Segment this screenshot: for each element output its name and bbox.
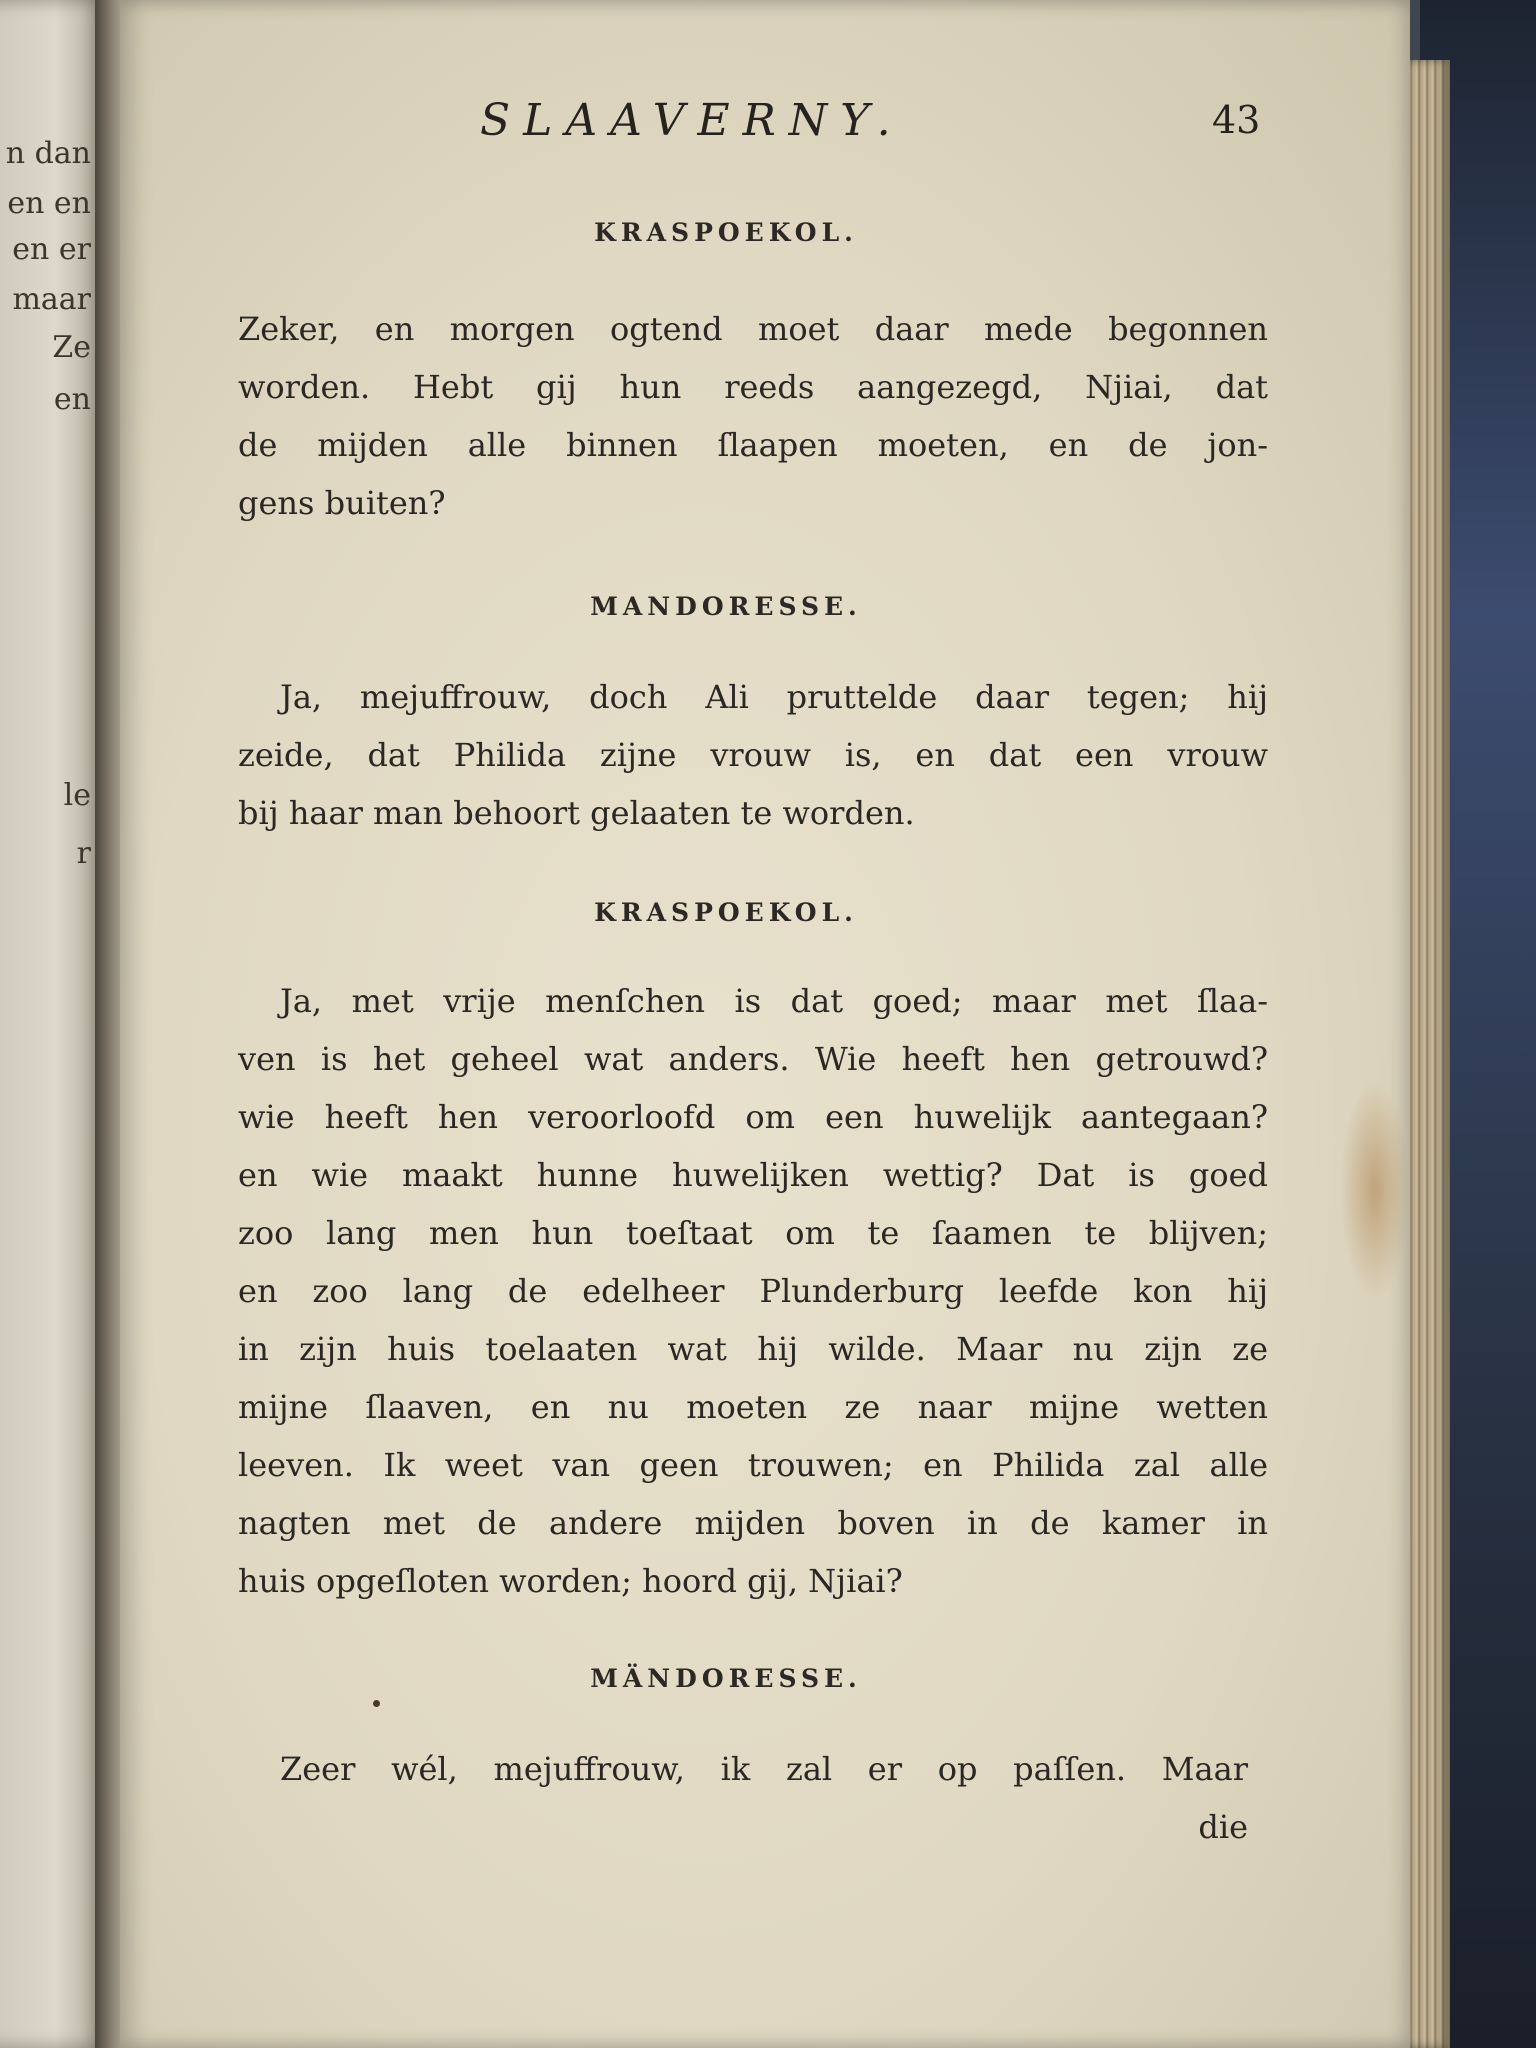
speaker-name: MANDORESSE. — [590, 592, 862, 621]
speech-paragraph — [238, 1740, 1248, 1856]
left-page-fragment: maar — [12, 282, 91, 317]
text-line: en wie maakt hunne huwelijken wettig? Dat is goed — [238, 1156, 1268, 1194]
text-line: huis opgeſloten worden; hoord gij, Njiai? — [238, 1562, 903, 1600]
text-line: en zoo lang de edelheer Plunderburg leefde kon hij — [238, 1272, 1268, 1310]
text-line: bij haar man behoort gelaaten te worden. — [238, 794, 915, 832]
speech-paragraph — [238, 668, 1268, 842]
left-page-fragment: en er — [12, 232, 91, 267]
text-line: Ja, mejuffrouw, doch Ali pruttelde daar tegen; hij — [280, 678, 1268, 716]
text-line: zeide, dat Philida zijne vrouw is, en dat een vrouw — [238, 736, 1268, 774]
speech-paragraph — [238, 972, 1268, 1610]
text-line: nagten met de andere mijden boven in de kamer in — [238, 1504, 1268, 1542]
ink-spot — [373, 1700, 380, 1707]
text-line: in zijn huis toelaaten wat hij wilde. Maar nu zijn ze — [238, 1330, 1268, 1368]
text-line: Ja, met vrije menſchen is dat goed; maar met ſlaa- — [280, 982, 1268, 1020]
text-line: worden. Hebt gij hun reeds aangezegd, Njiai, dat — [238, 368, 1268, 406]
text-line: Zeer wél, mejuffrouw, ik zal er op paſſen. Maar — [280, 1750, 1248, 1788]
catchword: die — [1198, 1808, 1248, 1846]
page-number: 43 — [1212, 98, 1261, 142]
text-line: wie heeft hen veroorloofd om een huwelijk aantegaan? — [238, 1098, 1268, 1136]
left-page-fragment: le — [63, 778, 91, 813]
speaker-name: KRASPOEKOL. — [594, 218, 858, 247]
left-page-fragment: n dan — [5, 136, 91, 171]
text-line: de mijden alle binnen ſlaapen moeten, en de jon- — [238, 426, 1268, 464]
left-page-fragment: en — [53, 382, 91, 417]
speaker-name: KRASPOEKOL. — [594, 898, 858, 927]
text-line: leeven. Ik weet van geen trouwen; en Philida zal alle — [238, 1446, 1268, 1484]
text-line: gens buiten? — [238, 484, 446, 522]
speech-paragraph-continued — [238, 358, 1268, 532]
text-line: zoo lang men hun toeſtaat om te ſaamen te blijven; — [238, 1214, 1268, 1252]
text-line: ven is het geheel wat anders. Wie heeft hen getrouwd? — [238, 1040, 1268, 1078]
speech-paragraph — [238, 300, 1268, 358]
running-head: SLAAVERNY. — [480, 95, 904, 146]
text-line: mijne ſlaaven, en nu moeten ze naar mijne wetten — [238, 1388, 1268, 1426]
left-page-fragment: en en — [7, 186, 91, 221]
left-page-fragment: Ze — [52, 330, 91, 365]
left-page-fragment: r — [76, 836, 91, 871]
text-line: Zeker, en morgen ogtend moet daar mede begonnen — [238, 310, 1268, 348]
paper-stain — [1340, 1080, 1410, 1300]
speaker-name: MÄNDORESSE. — [590, 1664, 862, 1693]
left-page — [0, 0, 105, 2048]
